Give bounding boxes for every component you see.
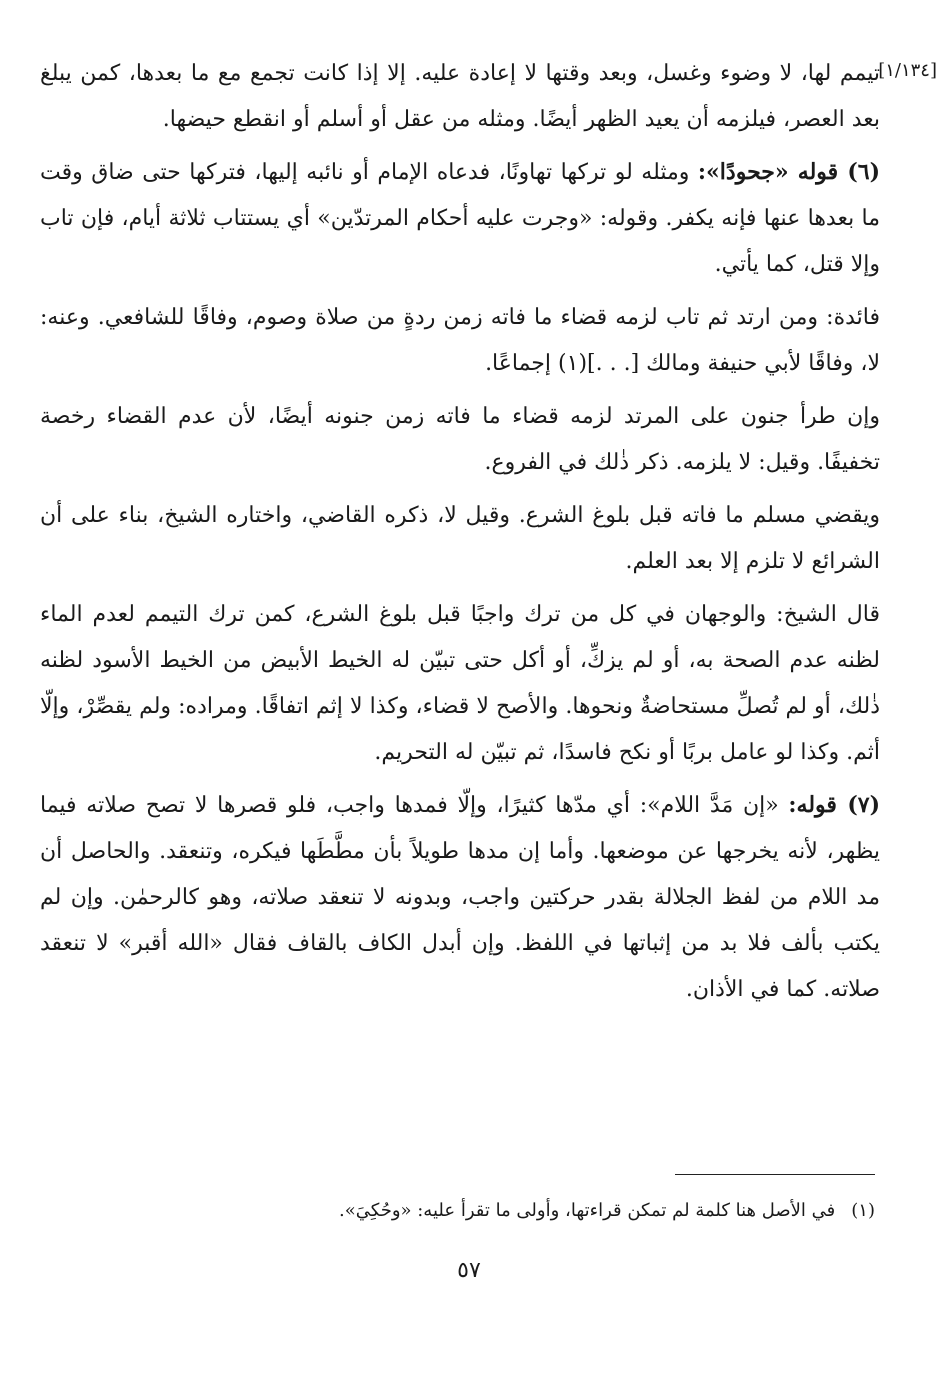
paragraph — [40, 50, 880, 143]
paragraph-text: فائدة: ومن ارتد ثم تاب لزمه قضاء ما فاته زمن ردةٍ من صلاة وصوم، وفاقًا للشافعي. وعنه: لا، وفاقًا لأبي حنيفة ومالك [. . .](١) إجماعًا. — [40, 305, 880, 376]
paragraph — [40, 294, 880, 387]
paragraph-text: وإن طرأ جنون على المرتد لزمه قضاء ما فاته زمن جنونه أيضًا، لأن عدم القضاء رخصة تخفيفًا. وقيل: لا يلزمه. ذكر ذٰلك في الفروع. — [40, 404, 880, 475]
paragraph — [40, 149, 880, 288]
paragraph — [40, 492, 880, 585]
paragraph — [40, 782, 880, 1013]
margin-reference: [١/١٣٤] — [878, 60, 937, 81]
paragraph-text: «إن مَدَّ اللام»: أي مدّها كثيرًا، وإلّا فمدها واجب، فلو قصرها لا تصح صلاته فيما يظهر، لأنه يخرجها عن موضعها. وأما إن مدها طويلاً بأن مطَّطَها فيكره، وتنعقد. والحاصل أن مد اللام من لفظ الجلالة بقدر حركتين واجب، وبدونه لا تنعقد صلاته، وهو كالرحمٰن. وإن لم يكتب بألف فلا بد من إثباتها في اللفظ. وإن أبدل الكاف بالقاف فقال «الله أقبر» لا تنعقد صلاته. كما في الأذان. — [40, 793, 880, 1002]
footnote-text: في الأصل هنا كلمة لم تمكن قراءتها، وأولى ما تقرأ عليه: «وحُكِيَ». — [339, 1200, 836, 1221]
page-body — [40, 50, 880, 1013]
footnote-number: (١) — [851, 1200, 875, 1221]
page-number: ٥٧ — [457, 1258, 481, 1283]
paragraph-lead: (٧) قوله: — [788, 792, 880, 818]
paragraph-text: ومثله لو تركها تهاونًا، فدعاه الإمام أو نائبه إليها، فتركها حتى ضاق وقت ما بعدها عنها فإنه يكفر. وقوله: «وجرت عليه أحكام المرتدّين» أي يستتاب ثلاثة أيام، فإن تاب وإلا قتل، كما يأتي. — [40, 160, 880, 277]
paragraph-lead: (٦) قوله «جحودًا»: — [697, 159, 880, 185]
footnote-divider — [675, 1174, 875, 1175]
paragraph — [40, 591, 880, 776]
paragraph — [40, 393, 880, 486]
footnote — [75, 1196, 875, 1226]
paragraph-text: ويقضي مسلم ما فاته قبل بلوغ الشرع. وقيل لا، ذكره القاضي، واختاره الشيخ، بناء على أن الشرائع لا تلزم إلا بعد العلم. — [40, 503, 880, 574]
paragraph-text: تيمم لها، لا وضوء وغسل، وبعد وقتها لا إعادة عليه. إلا إذا كانت تجمع مع ما بعدها، كمن يبلغ بعد العصر، فيلزمه أن يعيد الظهر أيضًا. ومثله من عقل أو أسلم أو انقطع حيضها. — [40, 61, 880, 132]
paragraph-text: قال الشيخ: والوجهان في كل من ترك واجبًا قبل بلوغ الشرع، كمن ترك التيمم لعدم الماء لظنه عدم الصحة به، أو لم يزكِّ، أو أكل حتى تبيّن له الخيط الأبيض من الخيط الأسود لظنه ذٰلك، أو لم تُصلِّ مستحاضةٌ ونحوها. والأصح لا قضاء، وكذا لا إثم اتفاقًا. ومراده: ولم يقصِّرْ، وإلّا أثم. وكذا لو عامل بربًا أو نكح فاسدًا، ثم تبيّن له التحريم. — [40, 602, 880, 765]
